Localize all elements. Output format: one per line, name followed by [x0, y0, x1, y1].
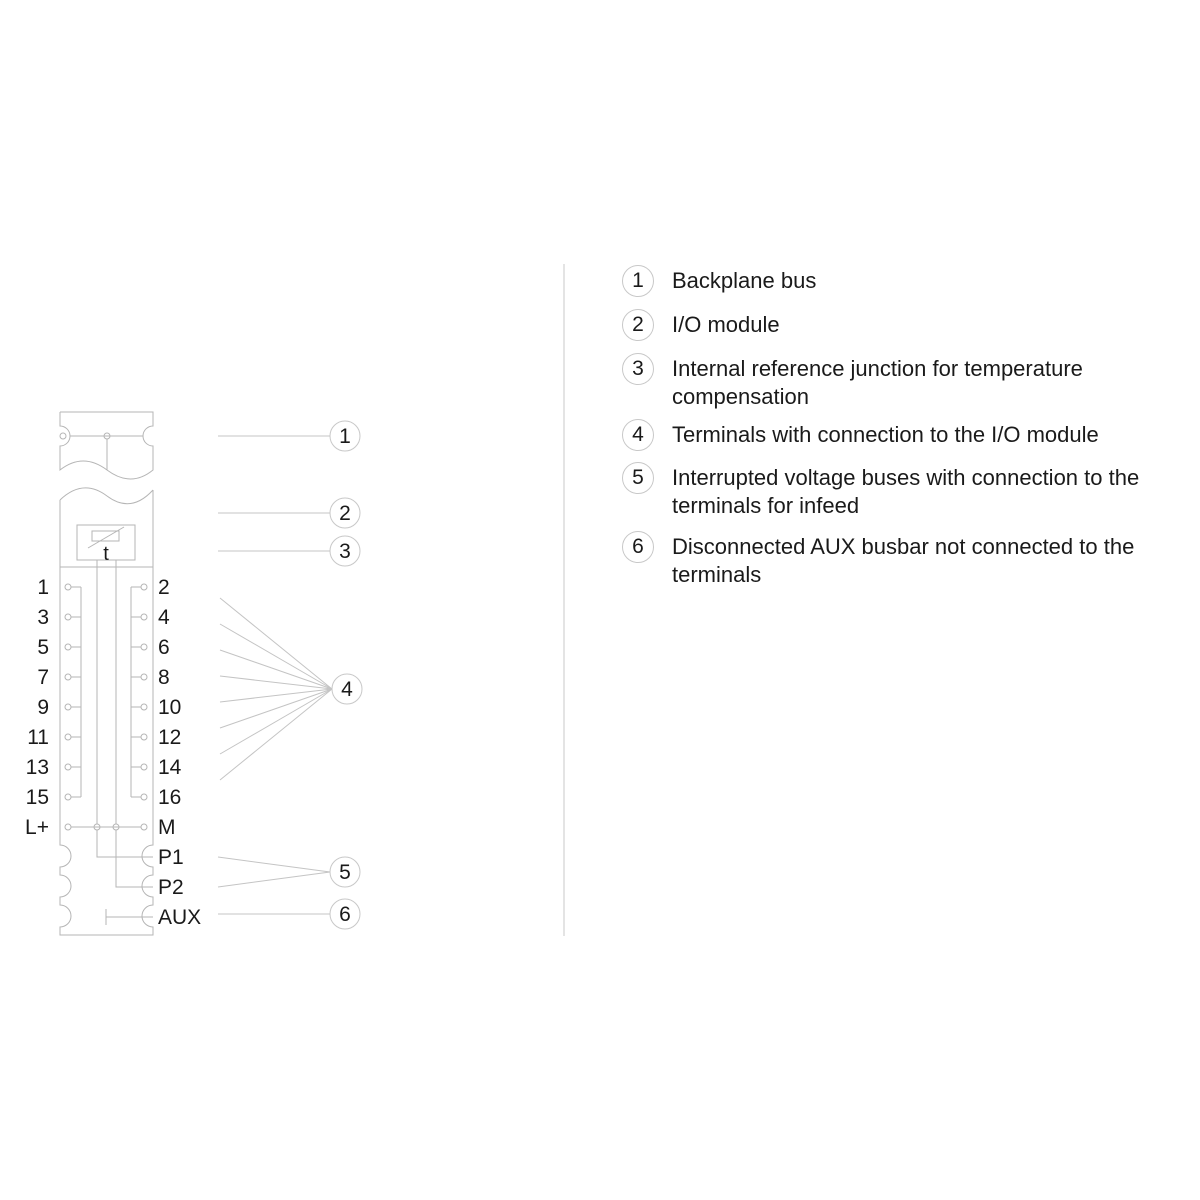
- legend-number: 3: [622, 353, 654, 385]
- bus-node: [60, 433, 66, 439]
- terminal-label-right: P1: [158, 846, 184, 869]
- leader-line: [220, 624, 332, 689]
- callout-number: 3: [339, 540, 351, 563]
- terminal-contact: [141, 794, 147, 800]
- p2-bus-line: [116, 830, 153, 887]
- leader-line: [220, 689, 332, 754]
- leader-line: [220, 689, 332, 702]
- leader-line: [218, 857, 330, 872]
- terminal-contact: [65, 614, 71, 620]
- legend-number: 6: [622, 531, 654, 563]
- legend-item: [622, 355, 1192, 411]
- terminal-contact: [141, 764, 147, 770]
- terminal-label-right: 16: [158, 786, 182, 809]
- callout-number: 5: [339, 861, 351, 884]
- legend-text: Interrupted voltage buses with connection to the terminals for infeed: [672, 465, 1140, 518]
- terminal-contact: [141, 674, 147, 680]
- terminal-contact: [65, 674, 71, 680]
- legend-item: [622, 311, 1192, 341]
- terminal-label-left: 9: [37, 696, 49, 719]
- terminal-label-right: 12: [158, 726, 182, 749]
- terminal-contact: [141, 584, 147, 590]
- terminals-left: [25, 576, 71, 839]
- callouts: [330, 421, 362, 929]
- terminal-label-right: AUX: [158, 906, 202, 929]
- terminal-label-right: P2: [158, 876, 184, 899]
- terminal-contact: [65, 704, 71, 710]
- terminal-contact: [141, 644, 147, 650]
- terminal-contact: [65, 734, 71, 740]
- terminal-label-left: 13: [25, 756, 49, 779]
- terminal-contact: [65, 644, 71, 650]
- legend-text: Terminals with connection to the I/O module: [672, 422, 1099, 447]
- legend-item: [622, 421, 1192, 451]
- terminal-contact: [65, 794, 71, 800]
- leader-line: [218, 872, 330, 887]
- terminal-label-right: 8: [158, 666, 170, 689]
- break-line-lower: [60, 488, 153, 504]
- callout-number: 2: [339, 502, 351, 525]
- legend-text: Disconnected AUX busbar not connected to the terminals: [672, 534, 1135, 587]
- terminal-label-left: 11: [27, 726, 49, 749]
- terminal-label-right: 2: [158, 576, 170, 599]
- terminal-label-right: M: [158, 816, 176, 839]
- internal-wiring: [71, 567, 153, 925]
- callout-number: 1: [339, 425, 351, 448]
- legend-item: [622, 267, 1192, 297]
- terminal-label-left: 7: [37, 666, 49, 689]
- terminal-label-left: 3: [37, 606, 49, 629]
- legend-number: 2: [622, 309, 654, 341]
- rtd-label: t: [103, 543, 109, 565]
- leader-line: [220, 650, 332, 689]
- callout-number: 4: [341, 678, 353, 701]
- legend-item: [622, 464, 1192, 520]
- terminal-contact: [65, 764, 71, 770]
- terminal-contact: [65, 584, 71, 590]
- legend-text: I/O module: [672, 312, 780, 337]
- legend-number: 4: [622, 419, 654, 451]
- terminal-label-right: 10: [158, 696, 182, 719]
- legend-item: [622, 533, 1192, 589]
- legend-number: 5: [622, 462, 654, 494]
- legend-text: Backplane bus: [672, 268, 817, 293]
- leader-line: [220, 689, 332, 780]
- p1-bus-line: [97, 830, 153, 857]
- terminal-contact: [141, 824, 147, 830]
- terminal-label-left: 15: [25, 786, 49, 809]
- terminal-label-right: 14: [158, 756, 182, 779]
- legend-text: Internal reference junction for temperature compensation: [672, 356, 1083, 409]
- leader-lines: [218, 436, 332, 914]
- leader-line: [220, 598, 332, 689]
- leader-line: [220, 689, 332, 728]
- terminal-contact: [141, 704, 147, 710]
- terminal-label-right: 6: [158, 636, 170, 659]
- terminal-label-left: 1: [37, 576, 49, 599]
- terminal-label-right: 4: [158, 606, 170, 629]
- legend-number: 1: [622, 265, 654, 297]
- terminal-contact: [141, 614, 147, 620]
- terminal-contact: [141, 734, 147, 740]
- terminals-right: [141, 576, 201, 929]
- callout-number: 6: [339, 903, 351, 926]
- terminal-label-left: L+: [25, 816, 49, 839]
- terminal-label-left: 5: [37, 636, 49, 659]
- terminal-contact: [65, 824, 71, 830]
- leader-line: [220, 676, 332, 689]
